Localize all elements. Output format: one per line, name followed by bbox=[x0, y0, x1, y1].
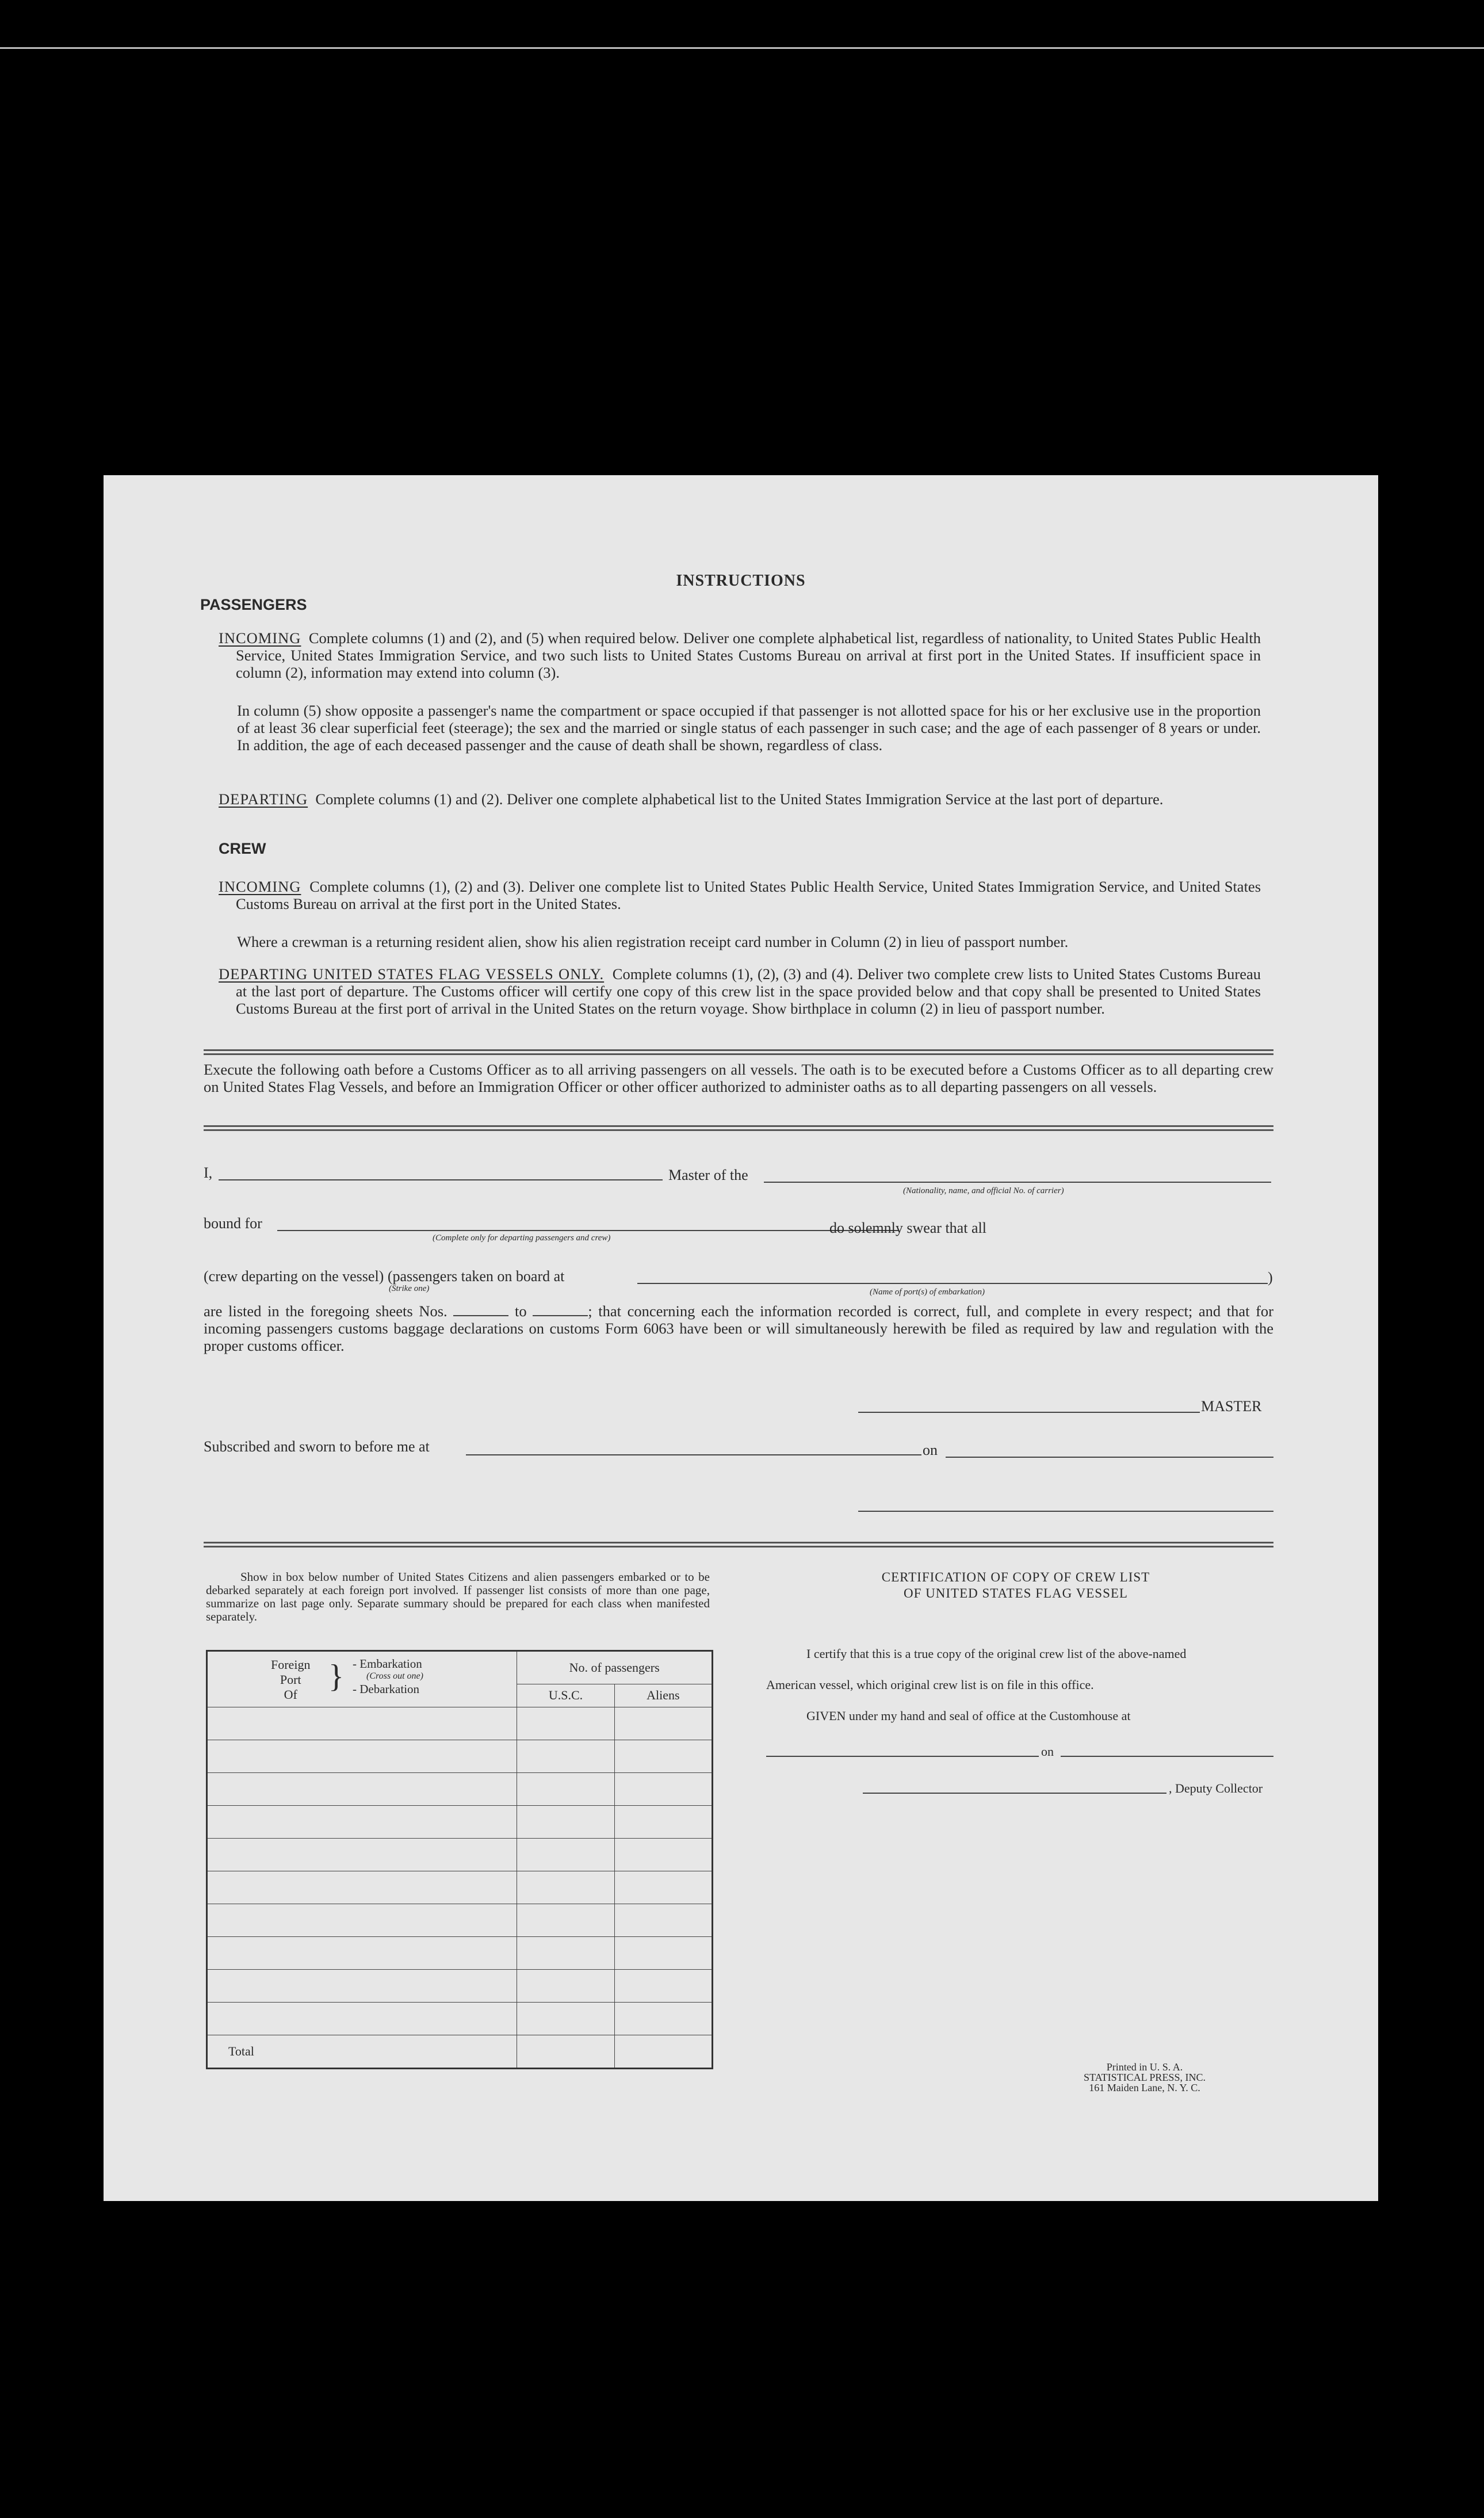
sheet-from-field[interactable] bbox=[453, 1315, 508, 1316]
crew-departing-head: DEPARTING UNITED STATES FLAG VESSELS ONLY. bbox=[219, 965, 605, 983]
table-row[interactable] bbox=[207, 2003, 713, 2035]
master-of-label: Master of the bbox=[668, 1167, 748, 1183]
embarkation-ports-field[interactable] bbox=[637, 1283, 1268, 1284]
oath-i-label: I, bbox=[204, 1164, 213, 1181]
printer-line-2: STATISTICAL PRESS, INC. bbox=[1084, 2072, 1206, 2083]
aliens-header: Aliens bbox=[614, 1684, 712, 1707]
master-label: MASTER bbox=[1201, 1398, 1262, 1415]
cert-title-line-1: CERTIFICATION OF COPY OF CREW LIST bbox=[881, 1570, 1150, 1584]
crew-departing-paragraph bbox=[219, 965, 1261, 1017]
passengers-incoming-head: INCOMING bbox=[219, 629, 301, 647]
table-row[interactable] bbox=[207, 1904, 713, 1937]
deputy-collector-label: , Deputy Collector bbox=[1169, 1781, 1263, 1795]
passengers-departing-paragraph bbox=[219, 790, 1261, 808]
bound-for-hint: (Complete only for departing passengers and crew) bbox=[433, 1233, 611, 1243]
port-label: Port bbox=[280, 1672, 301, 1687]
crew-incoming-head: INCOMING bbox=[219, 878, 301, 895]
embarkation-label: - Embarkation bbox=[353, 1657, 422, 1671]
close-paren: ) bbox=[1268, 1269, 1273, 1286]
bound-for-label: bound for bbox=[204, 1215, 262, 1232]
film-edge-line bbox=[0, 47, 1484, 49]
passengers-incoming-text: Complete columns (1) and (2), and (5) when required below. Deliver one complete alphabetical list, regardless of nationality, to United States Public Health Service, United States Immigration Service, and two such lists to United States Customs Bureau on arrival at first port in the United States. If insufficient space in column (2), information may extend into column (3). bbox=[236, 629, 1261, 681]
section-divider bbox=[204, 1542, 1273, 1548]
strike-hint: (Strike one) bbox=[389, 1284, 430, 1293]
subscribed-label: Subscribed and sworn to before me at bbox=[204, 1438, 430, 1455]
of-label: Of bbox=[284, 1687, 297, 1702]
section-divider bbox=[204, 1049, 1273, 1055]
bound-for-field[interactable] bbox=[277, 1230, 898, 1231]
listed-paragraph bbox=[204, 1302, 1273, 1354]
box-instructions: Show in box below number of United States Citizens and alien passengers embarked or to be debarked separately at each foreign port involved. If passenger list consists of more than one page, summarize on last page only. Separate summary should be prepared for each class when manifested separately. bbox=[206, 1570, 710, 1623]
certification-title bbox=[768, 1569, 1263, 1602]
cert-date-field[interactable] bbox=[1061, 1756, 1273, 1757]
passengers-column5-paragraph: In column (5) show opposite a passenger's name the compartment or space occupied if that passenger is not allotted space for his or her exclusive use in the proportion of at least 36 clear superficial feet (steerage); the sex and the married or single status of each passenger in such case; and the age of each passenger of 8 years or under. In addition, the age of each deceased passenger and the cause of death shall be shown, regardless of class. bbox=[237, 702, 1261, 754]
carrier-hint: (Nationality, name, and official No. of carrier) bbox=[903, 1186, 1064, 1195]
section-divider bbox=[204, 1125, 1273, 1131]
carrier-field[interactable] bbox=[764, 1182, 1271, 1183]
crew-heading: CREW bbox=[219, 840, 266, 857]
cert-text-1: I certify that this is a true copy of the original crew list of the above-named bbox=[806, 1646, 1187, 1661]
sheet-to-field[interactable] bbox=[533, 1315, 588, 1316]
document-page bbox=[104, 475, 1378, 2201]
cert-given-text: GIVEN under my hand and seal of office at the Customhouse at bbox=[806, 1709, 1131, 1723]
cert-title-line-2: OF UNITED STATES FLAG VESSEL bbox=[904, 1586, 1128, 1600]
printer-line-1: Printed in U. S. A. bbox=[1106, 2061, 1183, 2073]
ports-summary-table bbox=[206, 1650, 713, 2069]
table-row[interactable] bbox=[207, 1839, 713, 1871]
crew-incoming-text: Complete columns (1), (2) and (3). Deliver one complete list to United States Public Health Service, United States Immigration Service, and United States Customs Bureau on arrival at the first port in the United States. bbox=[236, 878, 1261, 912]
embarkation-ports-hint: (Name of port(s) of embarkation) bbox=[870, 1287, 985, 1297]
swear-label: do solemnly swear that all bbox=[829, 1220, 986, 1236]
subscribed-on-label: on bbox=[923, 1442, 938, 1458]
crew-incoming-paragraph bbox=[219, 878, 1261, 912]
deputy-signature-field[interactable] bbox=[863, 1793, 1166, 1794]
passengers-incoming-paragraph bbox=[219, 629, 1261, 681]
table-row[interactable] bbox=[207, 1806, 713, 1839]
subscribed-date-field[interactable] bbox=[946, 1457, 1273, 1458]
table-row[interactable] bbox=[207, 1773, 713, 1806]
passengers-departing-text: Complete columns (1) and (2). Deliver one complete alphabetical list to the United States Immigration Service at the last port of departure. bbox=[315, 790, 1164, 808]
brace-icon: } bbox=[328, 1659, 344, 1694]
cross-out-hint: (Cross out one) bbox=[366, 1671, 423, 1681]
passengers-heading: PASSENGERS bbox=[200, 596, 307, 613]
foreign-label: Foreign bbox=[271, 1657, 311, 1672]
crew-crewman-paragraph: Where a crewman is a returning resident alien, show his alien registration receipt card number in Column (2) in lieu of passport number. bbox=[237, 933, 1069, 950]
master-signature-field[interactable] bbox=[858, 1412, 1200, 1413]
no-passengers-header: No. of passengers bbox=[517, 1651, 713, 1684]
page-title: INSTRUCTIONS bbox=[676, 572, 806, 590]
listed-text-b: ; that concerning each the information recorded is correct, full, and complete in every respect; and that for incoming passengers customs baggage declarations on customs Form 6063 have been or will simultaneously herewith be filed as required by law and regulation with the proper customs officer. bbox=[204, 1302, 1274, 1354]
printer-line-3: 161 Maiden Lane, N. Y. C. bbox=[1089, 2082, 1200, 2093]
master-name-field[interactable] bbox=[219, 1179, 663, 1180]
usc-header: U.S.C. bbox=[517, 1684, 614, 1707]
officer-signature-field[interactable] bbox=[858, 1511, 1273, 1512]
crew-departing-label: (crew departing on the vessel) (passengers taken on board at bbox=[204, 1268, 565, 1285]
table-row[interactable] bbox=[207, 1970, 713, 2003]
cert-text-2: American vessel, which original crew list is on file in this office. bbox=[766, 1678, 1094, 1692]
cert-place-field[interactable] bbox=[766, 1756, 1039, 1757]
listed-text-a: are listed in the foregoing sheets Nos. bbox=[204, 1302, 448, 1320]
table-row[interactable] bbox=[207, 1707, 713, 1740]
table-row[interactable] bbox=[207, 1871, 713, 1904]
table-row[interactable] bbox=[207, 1937, 713, 1970]
cert-on-label: on bbox=[1041, 1744, 1054, 1759]
listed-to: to bbox=[514, 1302, 527, 1320]
table-row[interactable] bbox=[207, 1740, 713, 1773]
oath-instruction-paragraph: Execute the following oath before a Customs Officer as to all arriving passengers on all vessels. The oath is to be executed before a Customs Officer as to all departing crew on United States Flag Vessels, and before an Immigration Officer or other officer authorized to administer oaths as to all departing passengers on all vessels. bbox=[204, 1061, 1273, 1095]
total-label: Total bbox=[207, 2035, 517, 2069]
debarkation-label: - Debarkation bbox=[353, 1682, 420, 1696]
printer-imprint bbox=[1070, 2062, 1219, 2093]
crew-departing-text: Complete columns (1), (2), (3) and (4). Deliver two complete crew lists to United States Customs Bureau at the last port of departure. The Customs officer will certify one copy of this crew list in the space provided below and that copy shall be presented to United States Customs Bureau at the first port of arrival in the United States on the return voyage. Show birthplace in column (2) in lieu of passport number. bbox=[236, 965, 1261, 1017]
port-header-cell bbox=[207, 1651, 517, 1707]
subscribed-place-field[interactable] bbox=[466, 1454, 921, 1455]
passengers-departing-head: DEPARTING bbox=[219, 790, 308, 808]
table-total-row[interactable] bbox=[207, 2035, 713, 2069]
